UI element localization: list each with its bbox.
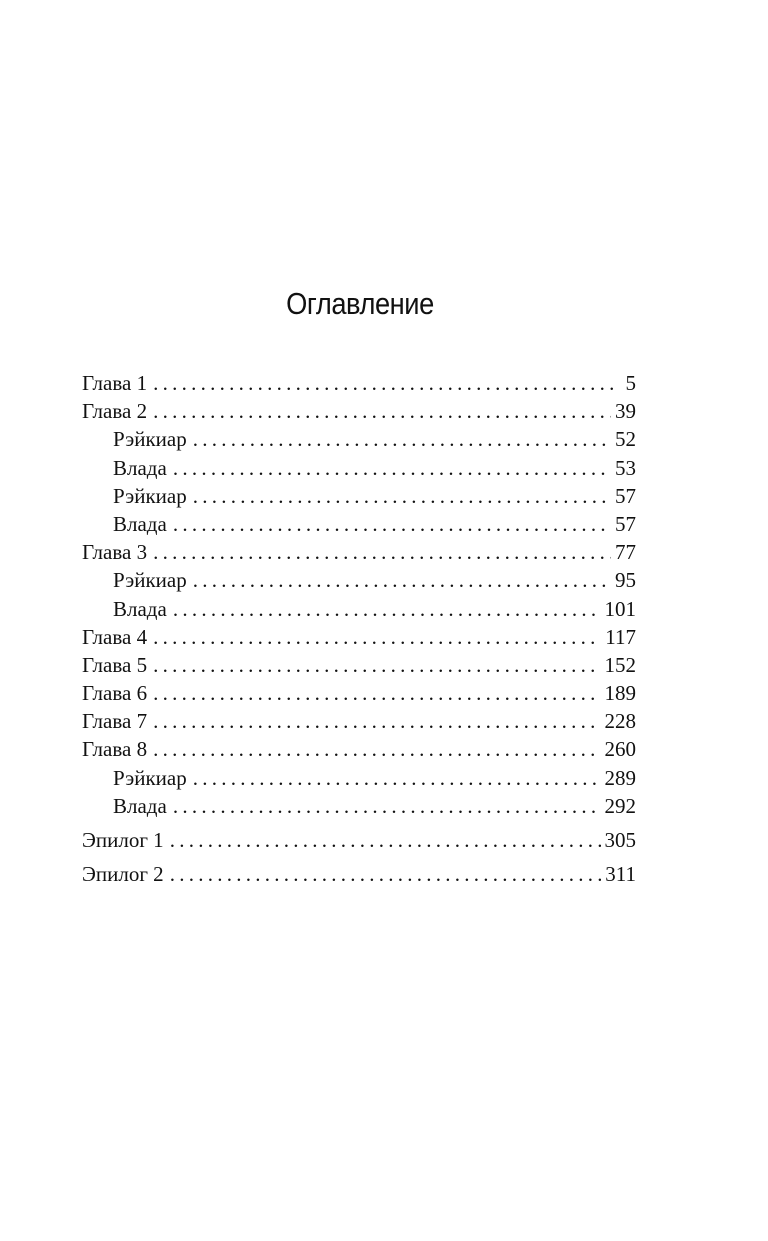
- toc-entry-label: Эпилог 2: [82, 862, 164, 887]
- toc-entry-label: Глава 3: [82, 540, 148, 565]
- toc-entry-label: Влада: [113, 511, 167, 536]
- table-of-contents: [82, 369, 636, 888]
- toc-entry-page: 52: [615, 427, 636, 452]
- toc-subentry[interactable]: [82, 482, 636, 510]
- toc-entry-page: 53: [615, 455, 636, 480]
- toc-entry-label: Глава 4: [82, 624, 148, 649]
- toc-subentry[interactable]: [82, 566, 636, 594]
- dot-leader: [153, 679, 600, 707]
- toc-entry-page: 305: [604, 828, 636, 852]
- toc-entry[interactable]: [82, 679, 636, 707]
- toc-entry-label: Рэйкиар: [113, 568, 187, 593]
- toc-subentry[interactable]: [82, 792, 636, 820]
- toc-entry-page: 39: [615, 399, 636, 424]
- dot-leader: [173, 454, 611, 482]
- toc-entry-label: Влада: [113, 455, 167, 480]
- toc-subentry[interactable]: [82, 595, 636, 623]
- dot-leader: [170, 860, 602, 888]
- toc-entry-page: 289: [604, 765, 636, 790]
- toc-entry[interactable]: [82, 538, 636, 566]
- toc-entry-page: 189: [604, 681, 636, 706]
- toc-subentry[interactable]: [82, 454, 636, 482]
- toc-subentry[interactable]: [82, 510, 636, 538]
- toc-entry-label: Влада: [113, 596, 167, 621]
- dot-leader: [153, 651, 600, 679]
- dot-leader: [153, 397, 611, 425]
- toc-entry[interactable]: [82, 860, 636, 888]
- dot-leader: [153, 623, 601, 651]
- toc-entry-label: Эпилог 1: [82, 828, 164, 852]
- toc-subentry[interactable]: [82, 764, 636, 792]
- toc-entry-page: 57: [615, 483, 636, 508]
- dot-leader: [153, 538, 611, 566]
- toc-entry-label: Влада: [113, 793, 167, 818]
- toc-entry[interactable]: [82, 651, 636, 679]
- toc-entry-page: 117: [605, 624, 636, 649]
- dot-leader: [173, 792, 601, 820]
- toc-entry-label: Рэйкиар: [113, 765, 187, 790]
- dot-leader: [193, 482, 611, 510]
- toc-entry[interactable]: [82, 369, 636, 397]
- toc-entry-page: 152: [604, 652, 636, 677]
- toc-entry[interactable]: [82, 397, 636, 425]
- toc-entry-page: 57: [615, 511, 636, 536]
- dot-leader: [173, 510, 611, 538]
- toc-entry-page: 311: [605, 862, 636, 887]
- dot-leader: [193, 566, 611, 594]
- toc-entry[interactable]: [82, 707, 636, 735]
- toc-entry[interactable]: [82, 826, 636, 854]
- toc-entry-label: Глава 6: [82, 681, 148, 706]
- toc-entry-label: Глава 8: [82, 737, 148, 762]
- toc-entry-page: 77: [615, 540, 636, 565]
- toc-entry-label: Глава 5: [82, 652, 148, 677]
- toc-entry-label: Глава 2: [82, 399, 148, 424]
- dot-leader: [170, 826, 601, 854]
- dot-leader: [173, 595, 601, 623]
- toc-entry[interactable]: [82, 735, 636, 763]
- toc-entry-page: 95: [615, 568, 636, 593]
- toc-entry-label: Глава 7: [82, 709, 148, 734]
- toc-entry-page: 101: [604, 596, 636, 621]
- toc-entry-page: 292: [604, 793, 636, 818]
- dot-leader: [153, 369, 614, 397]
- toc-entry-page: 228: [604, 709, 636, 734]
- toc-entry-page: 5: [625, 371, 636, 395]
- toc-entry[interactable]: [82, 623, 636, 651]
- toc-entry-label: Рэйкиар: [113, 483, 187, 508]
- toc-entry-page: 260: [604, 737, 636, 762]
- page-title: Оглавление: [286, 286, 434, 321]
- dot-leader: [193, 425, 611, 453]
- toc-entry-label: Глава 1: [82, 371, 148, 395]
- toc-entry-label: Рэйкиар: [113, 427, 187, 452]
- dot-leader: [153, 707, 600, 735]
- toc-subentry[interactable]: [82, 425, 636, 453]
- dot-leader: [193, 764, 601, 792]
- dot-leader: [153, 735, 600, 763]
